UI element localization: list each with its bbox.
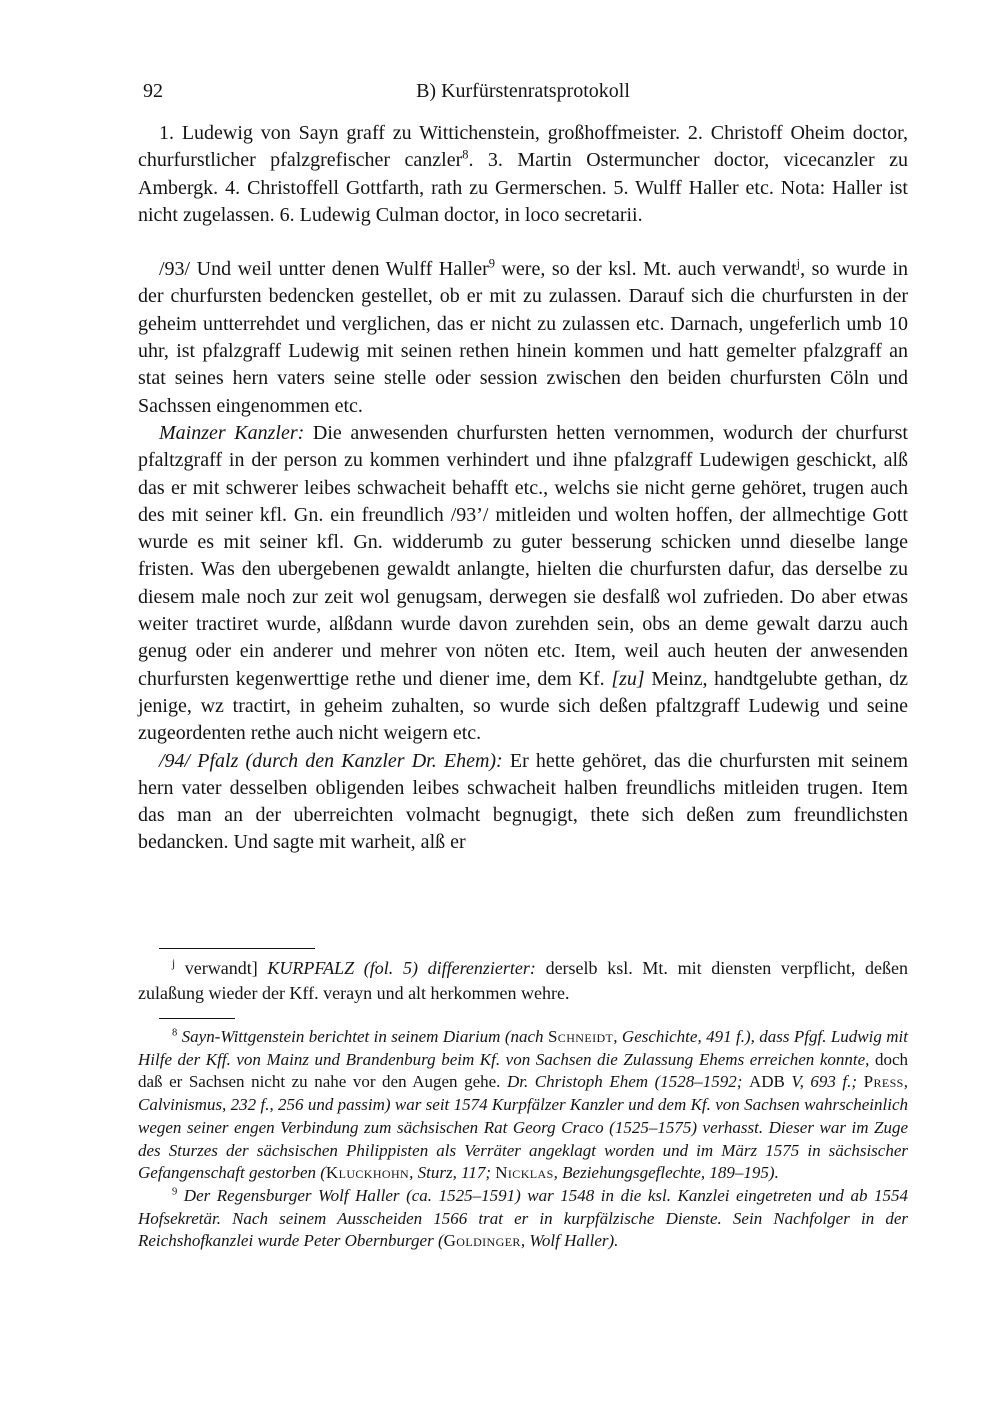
running-head: B) Kurfürstenratsprotokoll (416, 80, 630, 102)
paragraph-pfalz-ehem: /94/ Pfalz (durch den Kanzler Dr. Ehem): Er hette gehöret, das die churfursten mit seinem hern vater desselben obligenden leibes schwacheit halben freundlichs mitleiden trugen. Item das man an der uberreichten volmacht begnugigt, thete sich deßen zum freundlichsten bedancken. Und sagte mit warheit, alß er (138, 749, 909, 854)
paragraph-attendee-list: 1. Ludewig von Sayn graff zu Wittichenstein, großhoffmeister. 2. Christoff Oheim doctor, churfurstlicher pfalzgrefischer canzler$^8$. 3. Martin Ostermuncher doctor, vicecanzler zu Ambergk. 4. Christoffell Gottfarth, rath zu Germerschen. 5. Wulff Haller etc. Nota: Haller ist nicht zugelassen. 6. Ludewig Culman doctor, in loco secretarii. (138, 122, 908, 226)
paragraph-fol-93-haller: /93/ Und weil untter denen Wulff Haller$^9$ were, so der ksl. Mt. auch verwandt$^j$, so wurde in der churfursten bedencken gestellet, ob er mit zu zulassen. Darauf sich die churfursten in der geheim untterrehdet und verglichen, das er nicht zu zulassen etc. Darnach, ungeferlich umb 10 uhr, ist pfalzgraff Ludewig mit seinen rethen hinein kommen und hatt gemelter pfalzgraff an stat seines hern vaters seine stelle oder session zwischen den beiden churfursten Cöln und Sachssen eingenommen etc. (138, 256, 908, 417)
page-header (138, 78, 908, 105)
footnotes (138, 1026, 908, 1253)
footnote-8: $^8$ Sayn-Wittgenstein berichtet in seinem Diarium (nach Schneidt, Geschichte, 491 f.), dass Pfgf. Ludwig mit Hilfe der Kff. von Mainz und Brandenburg beim Kf. von Sachsen die Zulassung Ehems erreichen konnte, doch daß er Sachsen nicht zu nahe vor den Augen gehe. Dr. Christoph Ehem (1528–1592; ADB V, 693 f.; Press, Calvinismus, 232 f., 256 und passim) war seit 1574 Kurpfälzer Kanzler und dem Kf. von Sachsen wahrscheinlich wegen seiner engen Verbindung zum sächsischen Rat Georg Craco (1525–1575) verhasst. Dieser war im Zuge des Sturzes der sächsischen Philippisten als Verräter angeklagt worden und im März 1575 in sächsischer Gefangenschaft gestorben (Kluckhohn, Sturz, 117; Nicklas, Beziehungsgeflechte, 189–195). (138, 1027, 908, 1183)
body-text (138, 120, 908, 857)
apparatus-separator-rule (159, 948, 315, 949)
footnote-separator-rule (159, 1018, 235, 1019)
text-block (138, 78, 908, 857)
footnote-9: $^9$ Der Regensburger Wolf Haller (ca. 1525–1591) war 1548 in die ksl. Kanzlei eingetreten und ab 1554 Hofsekretär. Nach seinem Ausscheiden 1566 trat er in kurpfälzische Dienste. Sein Nachfolger in der Reichshofkanzlei wurde Peter Obernburger (Goldinger, Wolf Haller). (138, 1185, 908, 1251)
footnote-area (138, 948, 908, 1253)
page-number: 92 (143, 80, 163, 102)
apparatus-note-j: $^j$ verwandt] KURPFALZ (fol. 5) differenzierter: derselb ksl. Mt. mit diensten verpflicht, deßen zulaßung wieder der Kff. verayn und alt herkommen wehre. (138, 958, 908, 1003)
paragraph-mainzer-kanzler: Mainzer Kanzler: Die anwesenden churfursten hetten vernommen, wodurch der churfurst pfaltzgraff in der person zu kommen verhindert und ihne pfalzgraff Ludewigen geschickt, alß das er mit schwerer leibes schwacheit behafft etc., welchs sie nicht gerne gehöret, trugen auch des mit seiner kfl. Gn. ein freundlich /93’/ mitleiden und wolten hoffen, der allmechtige Gott wurde es mit seiner kfl. Gn. widderumb zu guter besserung schicken unnd dieselbe lange fristen. Was den ubergebenen gewaldt anlangte, hielten die churfursten dafur, das derselbe zu diesem male noch zur zeit wol genugsam, derwegen sie desfalß wol zufrieden. Do aber etwas weiter tractiret wurde, alßdann wurde davon zurehden sein, obs an deme gewalt darzu auch genug oder ein anderer und mehrer von nöten etc. Item, weil auch heuten der anwesenden churfursten kegenwerttige rethe und diener ime, dem Kf. [zu] Meinz, handtgelubte gethan, dz jenige, wz tractirt, in geheim zuhalten, so wurde sich deßen pfaltzgraff Ludewig und seine zugeordenten rethe auch nicht weigern etc. (138, 421, 908, 745)
